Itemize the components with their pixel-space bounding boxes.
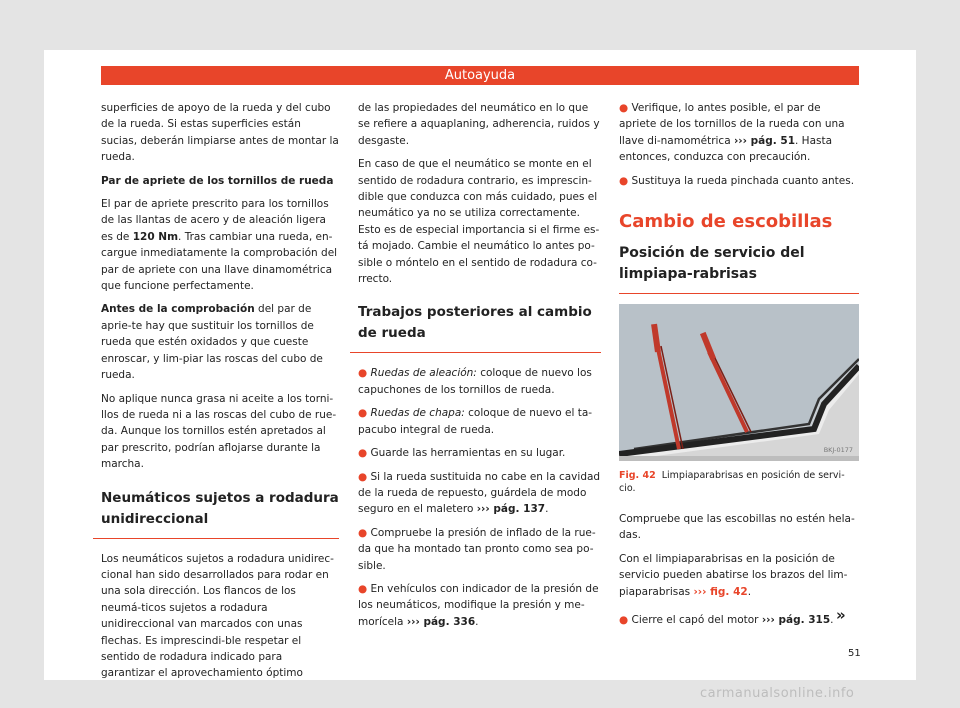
bullet-icon: ● — [358, 526, 368, 539]
bullet-icon: ● — [619, 174, 629, 187]
paragraph: Antes de la comprobación del par de aprie-te hay que sustituir los tornillos de rueda que estén oxidados y que cueste enroscar, y lim-piar las roscas del cubo de rueda. — [101, 303, 323, 382]
page-reference-link[interactable]: ››› pág. 336 — [406, 615, 476, 628]
figure-reference-link[interactable]: ››› fig. 42 — [693, 585, 748, 598]
figure-label: Fig. 42 — [619, 470, 656, 482]
paragraph: El par de apriete prescrito para los tornillos de las llantas de acero y de aleación ligera es de 120 Nm. Tras cambiar una rueda, en-cargue inmediatamente la comprobación del par de apriete con una llave dinamométrica que funcione perfectamente. — [101, 198, 338, 293]
unidirectional-tires-heading: Neumáticos sujetos a rodadura unidireccional — [93, 480, 339, 539]
paragraph: Los neumáticos sujetos a rodadura unidirec-cional han sido desarrollados para rodar en una sola dirección. Los flancos de los neumá-ticos sujetos a rodadura unidireccional van marcados con unas flechas. Es imprescindi-ble respetar el sentido de rodadura indicado para garantizar el aprovechamiento óptimo — [101, 552, 334, 680]
list-item: ● Ruedas de aleación: coloque de nuevo los capuchones de los tornillos de rueda. — [358, 367, 592, 396]
paragraph: No aplique nunca grasa ni aceite a los torni-llos de rueda ni a las roscas del cubo de rue-da. Aunque los tornillos estén apretados al par prescrito, podrían aflojarse durante la marcha. — [101, 392, 337, 471]
page-reference-link[interactable]: ››› pág. 51 — [733, 134, 795, 147]
watermark: carmanualsonline.info — [700, 686, 855, 701]
column-1 — [101, 100, 339, 689]
paragraph: Con el limpiaparabrisas en la posición de servicio pueden abatirse los brazos del lim-piaparabrisas ››› fig. 42. — [619, 552, 848, 598]
column-3 — [619, 100, 859, 635]
bullet-icon: ● — [358, 407, 368, 420]
paragraph: superficies de apoyo de la rueda y del cubo de la rueda. Si estas superficies están sucias, deberán limpiarse antes de montar la rueda. — [101, 102, 339, 164]
figure-code: BKJ-0177 — [823, 445, 853, 454]
paragraph: Compruebe que las escobillas no estén hela-das. — [619, 513, 855, 542]
section-header: Autoayuda — [101, 66, 859, 85]
bullet-icon: ● — [358, 470, 368, 483]
service-position-heading: Posición de servicio del limpiapa-rabrisas — [619, 243, 859, 294]
bullet-icon: ● — [619, 614, 629, 627]
list-item: ● Cierre el capó del motor ››› pág. 315. — [619, 614, 834, 627]
page-reference-link[interactable]: ››› pág. 137 — [476, 503, 546, 516]
bullet-icon: ● — [619, 102, 629, 114]
list-item: ● Ruedas de chapa: coloque de nuevo el ta-pacubo integral de rueda. — [358, 407, 593, 436]
page-reference-link[interactable]: ››› pág. 315 — [761, 614, 831, 627]
bullet-icon: ● — [358, 367, 368, 380]
paragraph: En caso de que el neumático se monte en el sentido de rodadura contrario, es imprescin-dible que conduzca con más cuidado, pues el neumático ya no se utiliza correctamente. Esto es de especial importancia si el firme es-tá mojado. Cambie el neumático lo antes po-sible o móntelo en el sentido de rodadura co-rrecto. — [358, 158, 600, 286]
wiper-illustration — [619, 304, 859, 461]
wiper-blades-title: Cambio de escobillas — [619, 211, 833, 233]
list-item: ● En vehículos con indicador de la presión de los neumáticos, modifique la presión y me-morícela ››› pág. 336. — [358, 582, 599, 628]
continue-arrow-icon: » — [836, 606, 846, 624]
list-item: ● Guarde las herramientas en su lugar. — [358, 447, 566, 460]
list-item: ● Compruebe la presión de inflado de la rue-da que ha montado tan pronto como sea po-sible. — [358, 526, 596, 572]
list-item: ● Sustituya la rueda pinchada cuanto antes. — [619, 174, 855, 187]
torque-heading: Par de apriete de los tornillos de rueda — [101, 174, 334, 187]
figure-caption: Fig. 42 Limpiaparabrisas en posición de servi-cio. — [619, 470, 845, 495]
after-wheel-change-heading: Trabajos posteriores al cambio de rueda — [350, 294, 601, 353]
list-item: ● Verifique, lo antes posible, el par de apriete de los tornillos de la rueda con una llave di-namométrica ››› pág. 51. Hasta entonces, conduzca con precaución. — [619, 102, 845, 164]
list-item: ● Si la rueda sustituida no cabe en la cavidad de la rueda de repuesto, guárdela de modo seguro en el maletero ››› pág. 137. — [358, 470, 601, 516]
page-number: 51 — [848, 648, 861, 659]
wiper-service-position-figure — [619, 304, 859, 461]
column-2 — [358, 100, 601, 637]
bullet-icon: ● — [358, 447, 368, 460]
bullet-icon: ● — [358, 582, 368, 595]
paragraph: de las propiedades del neumático en lo que se refiere a aquaplaning, adherencia, ruidos y desgaste. — [358, 102, 600, 147]
torque-value: 120 Nm — [132, 230, 179, 243]
